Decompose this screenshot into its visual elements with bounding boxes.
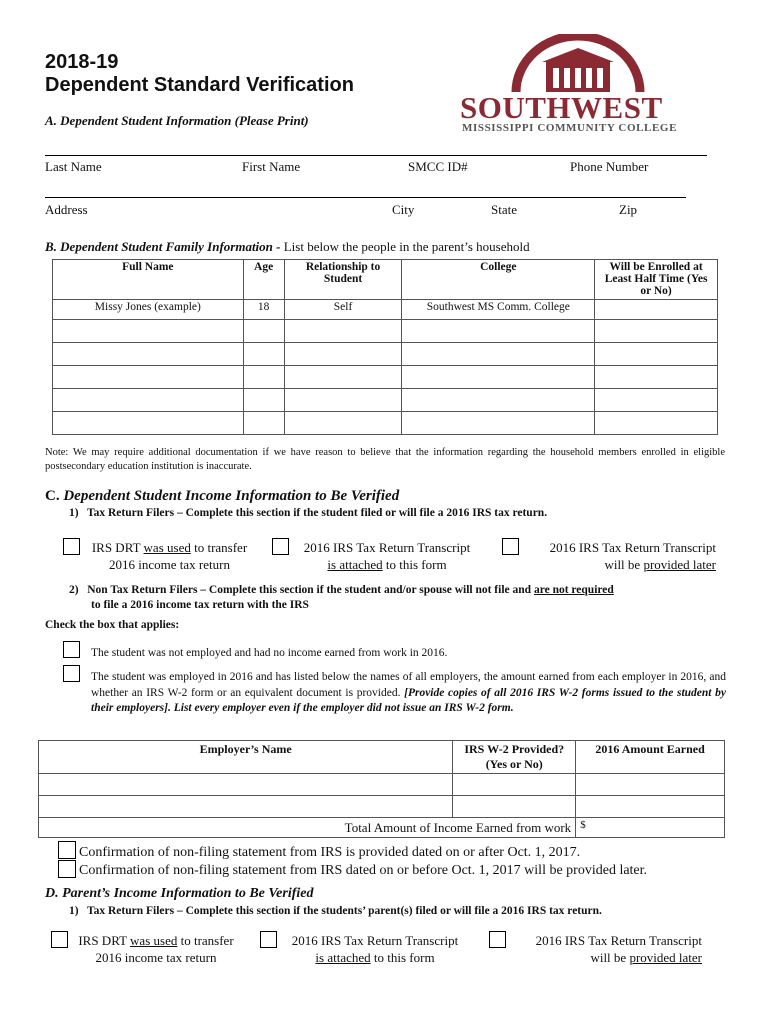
- example-relationship: Self: [284, 300, 402, 320]
- employer-header-row: [39, 741, 725, 774]
- city-label[interactable]: City: [392, 202, 415, 217]
- example-college: Southwest MS Comm. College: [402, 300, 595, 320]
- d-transcript-later-option: [507, 932, 702, 966]
- table-row[interactable]: [39, 796, 725, 818]
- table-row[interactable]: [53, 389, 718, 412]
- example-name: Missy Jones (example): [53, 300, 244, 320]
- conf1-text: Confirmation of non-filing statement from IRS is provided dated on or after Oct. 1, 2017.: [79, 845, 581, 860]
- employed-text-main: The student was employed in 2016 and has listed below the names of all employers, the amount earned from each employer in 2016, and whether an IRS W-2 form or an equivalent document is provided.: [91, 671, 726, 699]
- c-item1: 1) Tax Return Filers – Complete this section if the student filed or will file a 2016 IRS tax return.: [69, 507, 548, 519]
- section-c-title: Dependent Student Income Information to Be Verified: [59, 488, 400, 504]
- c-drt-text-a: IRS DRT: [91, 540, 144, 555]
- zip-label[interactable]: Zip: [619, 202, 638, 217]
- table-row[interactable]: [53, 320, 718, 343]
- d-drt-text-a: IRS DRT: [78, 933, 131, 948]
- col-w2-provided: IRS W-2 Provided? (Yes or No): [453, 741, 576, 774]
- employed-text-bold: [Provide copies of all 2016 IRS W-2 forms issued to the student by their employers]. List every employer even if the employer did not issue an IRS W-2 form.: [91, 686, 726, 714]
- not-employed-checkbox[interactable]: [63, 641, 80, 658]
- d-drt-checkbox[interactable]: [51, 931, 68, 948]
- family-note: Note: We may require additional documentation if we have reason to believe that the information regarding the household members enrolled in eligible postsecondary education institution is inaccurate.: [45, 447, 725, 472]
- c-later-a: will be: [604, 557, 644, 572]
- conf2-checkbox[interactable]: [58, 860, 76, 878]
- section-c-letter: C.: [45, 488, 60, 504]
- d-transcript-attached-option: [278, 932, 472, 966]
- total-label: Total Amount of Income Earned from work: [39, 818, 576, 838]
- conf1-checkbox[interactable]: [58, 841, 76, 859]
- c-drt-text-b: to transfer: [190, 540, 248, 555]
- c-attached-line1: 2016 IRS Tax Return Transcript: [303, 540, 471, 555]
- d-drt-line2: 2016 income tax return: [95, 950, 217, 965]
- logo-subtitle: MISSISSIPPI COMMUNITY COLLEGE: [462, 122, 678, 134]
- d-item1: 1) Tax Return Filers – Complete this section if the students’ parent(s) filed or will file a 2016 IRS tax return.: [69, 905, 602, 917]
- employed-text: [91, 670, 726, 717]
- employed-checkbox[interactable]: [63, 665, 80, 682]
- c-attached-u: is attached: [327, 557, 383, 572]
- c-drt-option: [82, 539, 257, 573]
- row1-line: [45, 155, 707, 156]
- state-label[interactable]: State: [491, 202, 517, 217]
- total-amount-field[interactable]: $: [576, 818, 725, 838]
- col-employer-name: Employer’s Name: [39, 741, 453, 774]
- family-table: [52, 259, 718, 435]
- c-item2-line2: to file a 2016 income tax return with the IRS: [91, 599, 309, 611]
- c-drt-checkbox[interactable]: [63, 538, 80, 555]
- c-transcript-later-checkbox[interactable]: [502, 538, 519, 555]
- phone-number-label[interactable]: Phone Number: [570, 159, 649, 174]
- form-year: 2018-19: [45, 51, 119, 73]
- employer-table: [38, 740, 725, 838]
- c-transcript-attached-checkbox[interactable]: [272, 538, 289, 555]
- table-row[interactable]: [53, 366, 718, 389]
- table-row: [53, 300, 718, 320]
- col-amount-earned: 2016 Amount Earned: [576, 741, 725, 774]
- total-row: [39, 818, 725, 838]
- conf2-text: Confirmation of non-filing statement from IRS dated on or before Oct. 1, 2017 will be provided later.: [79, 863, 648, 878]
- d-transcript-attached-checkbox[interactable]: [260, 931, 277, 948]
- section-b-heading: [45, 239, 530, 255]
- col-relationship: Relationship to Student: [284, 260, 402, 300]
- address-label[interactable]: Address: [45, 202, 88, 217]
- section-c-heading: [45, 488, 399, 505]
- c-item2-u: are not required: [533, 584, 614, 596]
- building-icon: [458, 34, 698, 94]
- example-age: 18: [243, 300, 284, 320]
- section-a-heading: A. Dependent Student Information (Please Print): [45, 113, 309, 128]
- d-transcript-later-checkbox[interactable]: [489, 931, 506, 948]
- c-drt-line2: 2016 income tax return: [109, 557, 230, 572]
- table-row[interactable]: [39, 774, 725, 796]
- c-item2-a: 2) Non Tax Return Filers – Complete this section if the student and/or spouse will not file and: [69, 584, 534, 596]
- d-later-line1: 2016 IRS Tax Return Transcript: [535, 933, 702, 948]
- row2-line: [45, 197, 686, 198]
- col-age: Age: [243, 260, 284, 300]
- col-enrolled: Will be Enrolled at Least Half Time (Yes or No): [595, 260, 718, 300]
- c-attached-b: to this form: [382, 557, 447, 572]
- family-header-row: [53, 260, 718, 300]
- c-later-u: provided later: [643, 557, 716, 572]
- logo-wordmark: SOUTHWEST: [460, 90, 663, 125]
- c-transcript-later-option: [520, 539, 716, 573]
- d-attached-b: to this form: [370, 950, 435, 965]
- col-college: College: [402, 260, 595, 300]
- table-row[interactable]: [53, 343, 718, 366]
- col-full-name: Full Name: [53, 260, 244, 300]
- section-b-heading-rest: List below the people in the parent’s household: [280, 239, 530, 254]
- d-later-u: provided later: [629, 950, 702, 965]
- form-title: Dependent Standard Verification: [45, 74, 354, 96]
- d-drt-text-u: was used: [130, 933, 178, 948]
- d-later-a: will be: [590, 950, 630, 965]
- d-drt-option: [68, 932, 244, 966]
- c-later-line1: 2016 IRS Tax Return Transcript: [549, 540, 716, 555]
- college-logo: [458, 34, 698, 140]
- last-name-label[interactable]: Last Name: [45, 159, 102, 174]
- example-enrolled: [595, 300, 718, 320]
- section-d-heading: D. Parent’s Income Information to Be Verified: [45, 886, 314, 901]
- table-row[interactable]: [53, 412, 718, 435]
- c-drt-text-u: was used: [143, 540, 191, 555]
- smcc-id-label[interactable]: SMCC ID#: [408, 159, 468, 174]
- section-b-heading-bold: B. Dependent Student Family Information -: [45, 239, 281, 254]
- d-attached-line1: 2016 IRS Tax Return Transcript: [291, 933, 459, 948]
- d-drt-text-b: to transfer: [177, 933, 234, 948]
- first-name-label[interactable]: First Name: [242, 159, 301, 174]
- c-transcript-attached-option: [290, 539, 484, 573]
- check-applies-label: Check the box that applies:: [45, 619, 180, 631]
- d-attached-u: is attached: [315, 950, 371, 965]
- c-item2: [69, 584, 729, 596]
- not-employed-text: The student was not employed and had no income earned from work in 2016.: [91, 647, 448, 659]
